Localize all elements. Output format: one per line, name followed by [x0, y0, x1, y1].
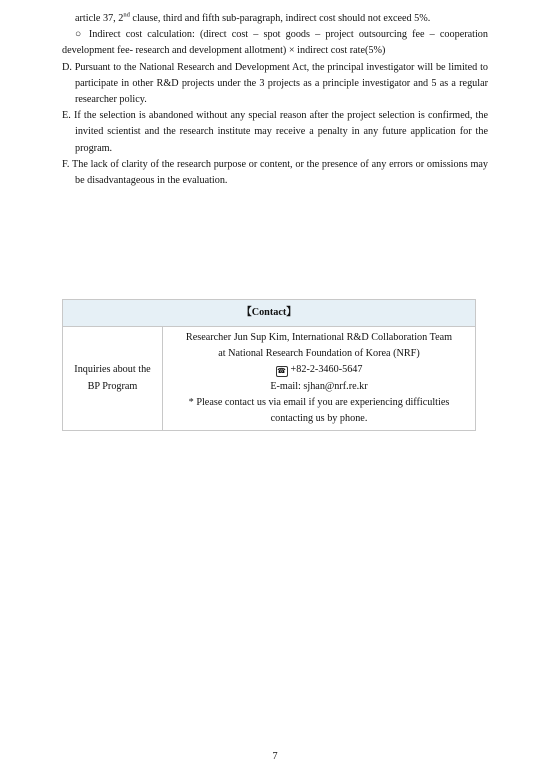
- contact-label: [63, 327, 163, 431]
- paragraph-item-d: D. Pursuant to the National Research and Development Act, the principal investigator will be limited to participate in other R&D projects under the 3 projects as a principle investigator and 5 as a regular researcher policy.: [62, 61, 488, 106]
- text-line1b: clause, third and fifth sub-paragraph, indirect cost should not exceed 5%.: [129, 13, 431, 24]
- contact-phone: +82-2-3460-5647: [290, 364, 363, 376]
- contact-table: [62, 299, 476, 431]
- contact-details: [163, 327, 476, 431]
- superscript-nd: nd: [123, 11, 130, 19]
- contact-organization: at National Research Foundation of Korea (NRF): [218, 348, 420, 360]
- contact-label-line1: Inquiries about the: [74, 364, 151, 376]
- contact-researcher: Researcher Jun Sup Kim, International R&D Collaboration Team: [185, 332, 453, 343]
- contact-header: 【Contact】: [63, 300, 476, 327]
- paragraph-item-e: E. If the selection is abandoned without any special reason after the project selection is confirmed, the invited scientist and the research institute may receive a penalty in any future application for the program.: [62, 110, 488, 154]
- contact-label-line2: BP Program: [87, 380, 138, 392]
- contact-phone-row: [167, 362, 471, 378]
- text-line1a: article 37, 2: [75, 13, 124, 24]
- contact-email[interactable]: E-mail: sjhan@nrf.re.kr: [270, 380, 368, 392]
- contact-note: * Please contact us via email if you are experiencing difficulties contacting us by phone.: [188, 396, 450, 425]
- paragraph-item-f: F. The lack of clarity of the research purpose or content, or the presence of any errors or omissions may be disadvantageous in the evaluation.: [62, 158, 488, 187]
- paragraph-indirect-cost-limit: [62, 11, 488, 27]
- paragraph-indirect-cost-calculation: ○ Indirect cost calculation: (direct cost – spot goods – project outsourcing fee – cooperation development fee- research and development allotment) × indirect cost rate(5%): [62, 29, 488, 57]
- page-number: 7: [272, 751, 278, 762]
- document-body: [62, 11, 488, 189]
- phone-icon: ☎: [277, 367, 286, 376]
